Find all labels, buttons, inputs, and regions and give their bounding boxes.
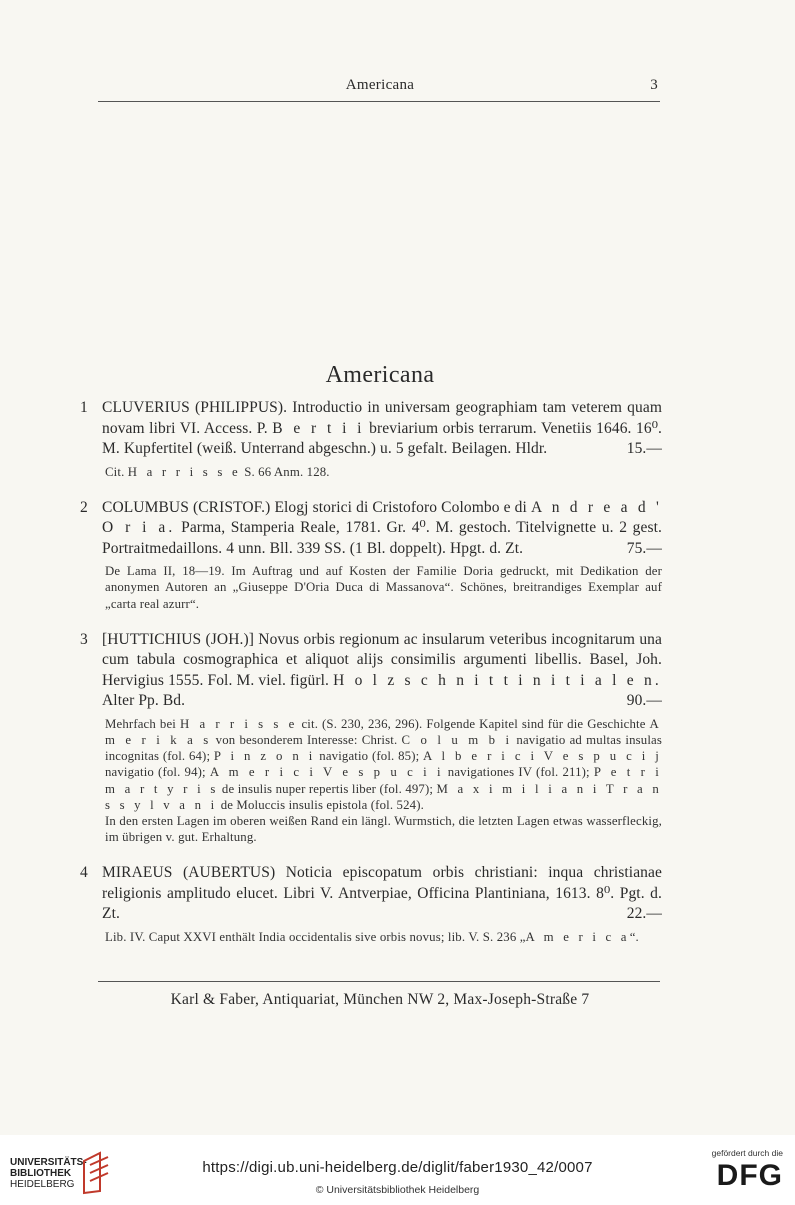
entry-number: 2: [80, 498, 88, 516]
publisher-imprint: Karl & Faber, Antiquariat, München NW 2, Max-Joseph-Straße 7: [170, 991, 590, 1008]
entry-price: 22.—: [626, 905, 662, 923]
running-head-title: Americana: [345, 77, 415, 93]
entry-price: 90.—: [626, 692, 662, 710]
entry-price: 75.—: [626, 539, 662, 557]
entry-note: De Lama II, 18—19. Im Auftrag und auf Kosten der Familie Doria gedruckt, mit Dedikation der anonymen Autoren an „Giuseppe D'Oria Duca di Massanova“. Schönes, breitrandiges Exemplar auf „carta real azurr“.: [105, 564, 662, 611]
dfg-logo: DFG: [716, 1159, 783, 1192]
imprint-rule: [98, 981, 660, 982]
library-logo: UNIVERSITÄTS- BIBLIOTHEK HEIDELBERG: [10, 1157, 87, 1190]
catalog-entry: [80, 498, 662, 612]
entry-number: 1: [80, 399, 88, 416]
entry-number: 4: [80, 864, 88, 882]
section-title: Americana: [325, 362, 435, 388]
viewer-footer: [0, 1135, 795, 1205]
entry-note: Lib. IV. Caput XXVI enthält India occidentalis sive orbis novus; lib. V. S. 236 „A m e r i c a“.: [105, 929, 639, 944]
entry-description: MIRAEUS (AUBERTUS) Noticia episcopatum orbis christiani: inqua christianae religionis amplitudo elucet. Libri V. Antverpiae, Officina Plantiniana, 1613. 8⁰. Pgt. d. Zt. 22.—: [102, 863, 662, 925]
copyright-notice: © Universitätsbibliothek Heidelberg: [315, 1184, 480, 1196]
catalog-entry: [80, 398, 662, 480]
dfg-caption: gefördert durch die: [711, 1148, 783, 1158]
catalog-entries: [80, 398, 662, 963]
page-number: 3: [650, 77, 658, 93]
entry-number: 3: [80, 630, 88, 648]
header-rule: [98, 101, 660, 102]
catalog-entry: [80, 630, 662, 846]
entry-description: [HUTTICHIUS (JOH.)] Novus orbis regionum ac insularum veteribus incognitarum una cum tabula cosmographica et aliquot alijs consimilis argumenti libellis. Basel, Joh. Hervigius 1555. Fol. M. viel. figürl. H o l z s c h n i t t i n i t i a l e n. Alter Pp. Bd. 90.—: [102, 630, 662, 712]
entry-description: CLUVERIUS (PHILIPPUS). Introductio in universam geographiam tam veterem quam novam libri VI. Access. P. B e r t i i breviarium orbis terrarum. Venetiis 1646. 16⁰. M. Kupfertitel (weiß. Unterrand abgeschn.) u. 5 gefalt. Beilagen. Hldr. 15.—: [102, 398, 662, 460]
entry-price: 15.—: [626, 440, 662, 457]
permalink-url[interactable]: https://digi.ub.uni-heidelberg.de/diglit/faber1930_42/0007: [202, 1159, 593, 1176]
entry-note: Mehrfach bei H a r r i s s e cit. (S. 230, 236, 296). Folgende Kapitel sind für die Geschichte A m e r i k a s von besonderem Interesse: Christ. C o l u m b i navigatio ad multas insulas incognitas (fol. 64); P i n z o n i navigatio (fol. 85); A l b e r i c i V e s p u c i j navigatio (fol. 94); A m e r i c i V e s p u c i i navigationes IV (fol. 211); P e t r i m a r t y r i s de insulis nuper repertis liber (fol. 497); M a x i m i l i a n i T r a n s s y l v a n i de Moluccis insulis epistola (fol. 524). In den ersten Lagen im oberen weißen Rand ein längl. Wurmstich, die letzten Lagen etwas wasserfleckig, im übrigen v. gut. Erhaltung.: [105, 716, 662, 845]
entry-description: COLUMBUS (CRISTOF.) Elogj storici di Cristoforo Colombo e di A n d r e a d ' O r i a. Parma, Stamperia Reale, 1781. Gr. 4⁰. M. gestoch. Titelvignette u. 2 gest. Portraitmedaillons. 4 unn. Bll. 339 SS. (1 Bl. doppelt). Hpgt. d. Zt. 75.—: [102, 498, 662, 560]
entry-note: Cit. H a r r i s s e S. 66 Anm. 128.: [105, 464, 330, 479]
catalog-entry: [80, 863, 662, 945]
